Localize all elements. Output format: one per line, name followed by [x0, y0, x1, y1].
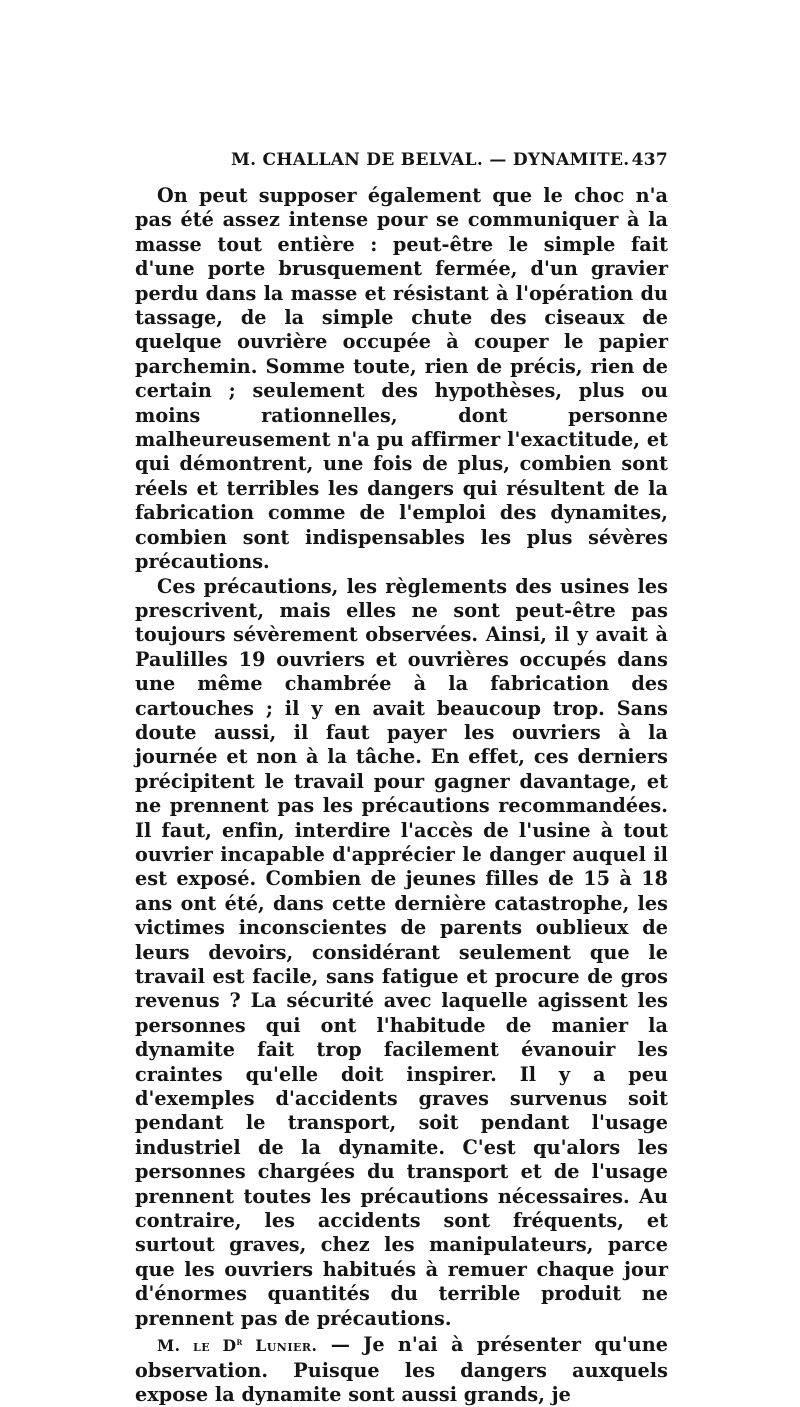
running-title: M. CHALLAN DE BELVAL. — DYNAMITE.	[231, 150, 630, 170]
page-body	[135, 184, 668, 1407]
book-page	[135, 150, 668, 1407]
paragraph-1: On peut supposer également que le choc n'a pas été assez intense pour se communiquer à la masse tout entière : peut-être le simple fait d'une porte brusquement fermée, d'un gravier perdu dans la masse et résistant à l'opération du tassage, de la simple chute des ciseaux de quelque ouvrière occupée à couper le papier parchemin. Somme toute, rien de précis, rien de certain ; seulement des hypothèses, plus ou moins rationnelles, dont personne malheureusement n'a pu affirmer l'exactitude, et qui démontrent, une fois de plus, combien sont réels et terribles les dangers qui résultent de la fabrication comme de l'emploi des dynamites, combien sont indispensables les plus sévères précautions.	[135, 184, 668, 574]
speaker-name	[157, 1336, 317, 1355]
running-header	[231, 150, 668, 184]
speaker-prefix: M. le D	[157, 1336, 237, 1356]
page-number: 437	[631, 150, 668, 170]
dialogue-paragraph	[135, 1331, 668, 1407]
dialogue-text: — Je n'ai à présenter qu'une observation. Puisque les dangers auxquels expose la dynamite sont aussi grands, je	[135, 1333, 668, 1407]
paragraph-2: Ces précautions, les règlements des usines les prescrivent, mais elles ne sont peut-être pas toujours sévèrement observées. Ainsi, il y avait à Paulilles 19 ouvriers et ouvrières occupés dans une même chambrée à la fabrication des cartouches ; il y en avait beaucoup trop. Sans doute aussi, il faut payer les ouvriers à la journée et non à la tâche. En effet, ces derniers précipitent le travail pour gagner davantage, et ne prennent pas les précautions recommandées. Il faut, enfin, interdire l'accès de l'usine à tout ouvrier incapable d'apprécier le danger auquel il est exposé. Combien de jeunes filles de 15 à 18 ans ont été, dans cette dernière catastrophe, les victimes inconscientes de parents oublieux de leurs devoirs, considérant seulement que le travail est facile, sans fatigue et procure de gros revenus ? La sécurité avec laquelle agissent les personnes qui ont l'habitude de manier la dynamite fait trop facilement évanouir les craintes qu'elle doit inspirer. Il y a peu d'exemples d'accidents graves survenus soit pendant le transport, soit pendant l'usage industriel de la dynamite. C'est qu'alors les personnes chargées du transport et de l'usage prennent toutes les précautions nécessaires. Au contraire, les accidents sont fréquents, et surtout graves, chez les manipulateurs, parce que les ouvriers habitués à remuer chaque jour d'énormes quantités du terrible produit ne prennent pas de précautions.	[135, 574, 668, 1330]
speaker-superscript: r	[236, 1337, 243, 1349]
speaker-surname: Lunier.	[242, 1336, 318, 1356]
